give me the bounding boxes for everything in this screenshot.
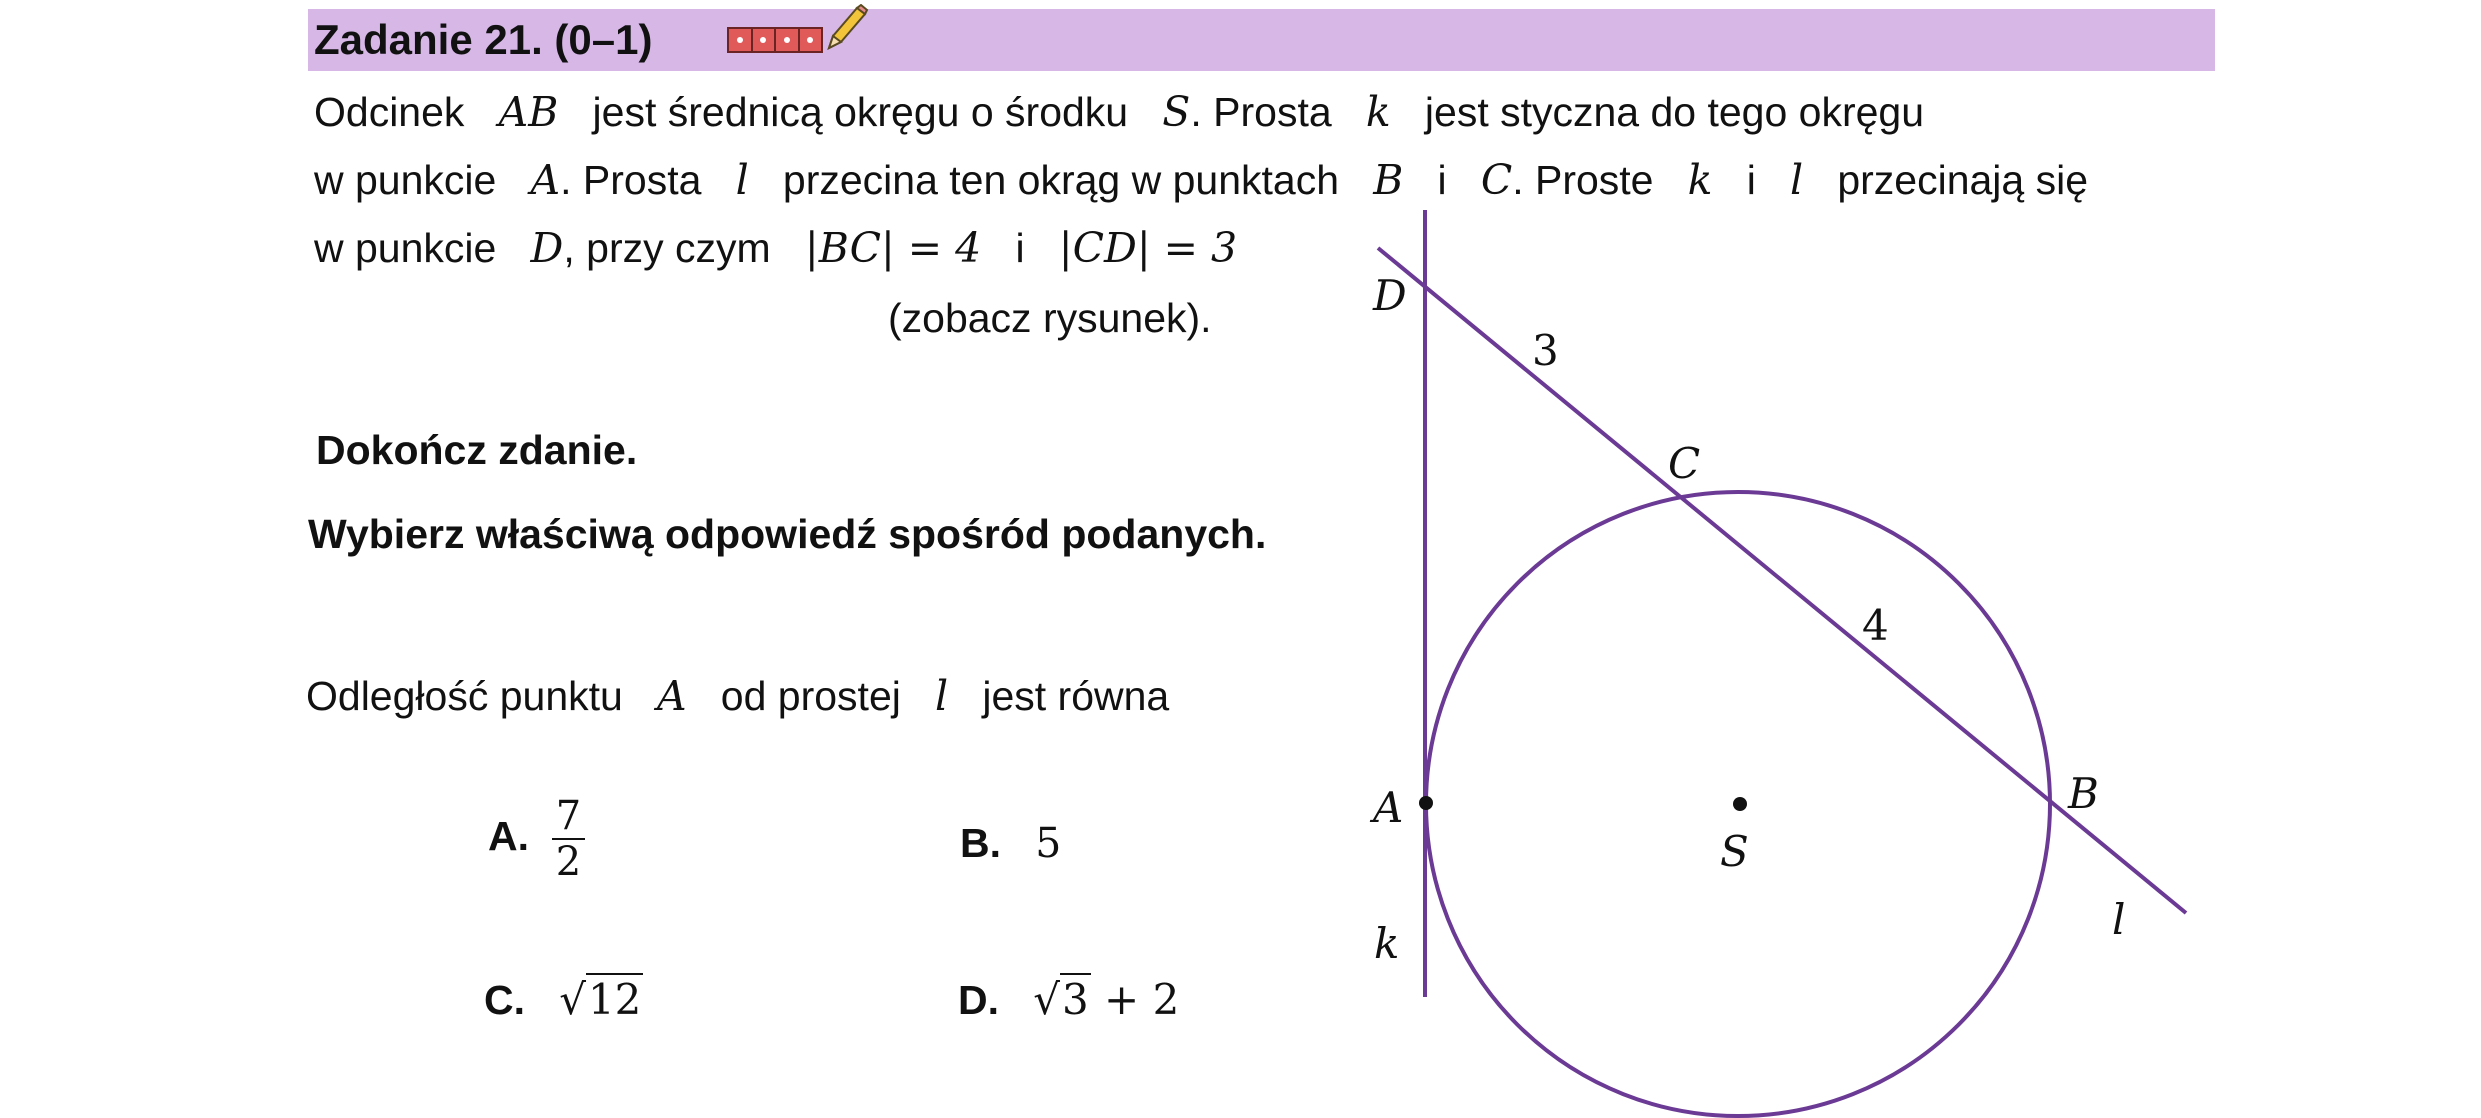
answer-letter: A. (488, 812, 529, 859)
math-a: A (530, 156, 561, 204)
answer-letter: C. (484, 977, 525, 1023)
text: od prostej (720, 673, 901, 719)
label-s: S (1720, 827, 1749, 876)
sqrt-icon: √ (559, 975, 586, 1024)
math-l: l (935, 672, 949, 720)
secant-line-l (1378, 248, 2186, 913)
text: w punkcie (314, 225, 497, 271)
label-cd-length: 3 (1532, 326, 1559, 375)
text: przecinają się (1837, 157, 2089, 203)
math-k: k (1687, 156, 1713, 204)
radicand: 12 (587, 975, 642, 1024)
text: . Prosta (560, 157, 702, 203)
math-cd: |CD| = 3 (1058, 224, 1238, 272)
text: jest średnicą okręgu o środku (592, 89, 1129, 135)
math-s: S (1162, 88, 1191, 136)
answer-letter: B. (960, 820, 1001, 866)
text: . Proste (1512, 157, 1654, 203)
label-a: A (1373, 783, 1404, 832)
text: , przy czym (563, 225, 771, 271)
instruction-complete: Dokończ zdanie. (316, 427, 638, 473)
point-s-dot (1733, 797, 1747, 811)
text: i (1746, 157, 1756, 203)
math-a: A (657, 672, 687, 720)
label-bc-length: 4 (1862, 601, 1889, 650)
label-d: D (1373, 271, 1407, 320)
problem-line-4: (zobacz rysunek). (888, 295, 1212, 341)
text: Odcinek (314, 89, 465, 135)
text: w punkcie (314, 157, 497, 203)
math-c: C (1480, 156, 1513, 204)
text: jest równa (982, 673, 1170, 719)
task-title: Zadanie 21. (0–1) (314, 16, 653, 63)
math-k: k (1365, 88, 1391, 136)
text: i (1015, 225, 1025, 271)
label-l: l (2112, 895, 2126, 944)
text: jest styczna do tego okręgu (1424, 89, 1925, 135)
instruction-choose: Wybierz właściwą odpowiedź spośród podanych. (308, 511, 1267, 557)
text: i (1437, 157, 1447, 203)
text: Odległość punktu (306, 673, 623, 719)
math-d: D (530, 224, 564, 272)
label-c: C (1668, 439, 1701, 488)
math-l: l (735, 156, 749, 204)
answer-letter: D. (958, 977, 999, 1023)
addend: + 2 (1090, 975, 1180, 1024)
text: przecina ten okrąg w punktach (782, 157, 1340, 203)
label-k: k (1374, 919, 1400, 968)
numerator: 7 (552, 794, 585, 840)
math-ab: AB (498, 88, 559, 136)
label-b: B (2068, 769, 2099, 818)
sqrt-icon: √ (1033, 975, 1060, 1024)
denominator: 2 (555, 839, 582, 885)
math-b: B (1373, 156, 1404, 204)
point-a-dot (1419, 796, 1433, 810)
math-bc: |BC| = 4 (804, 224, 982, 272)
math-l: l (1790, 156, 1804, 204)
text: . Prosta (1190, 89, 1332, 135)
radicand: 3 (1061, 975, 1089, 1024)
answer-value: 5 (1035, 819, 1062, 867)
